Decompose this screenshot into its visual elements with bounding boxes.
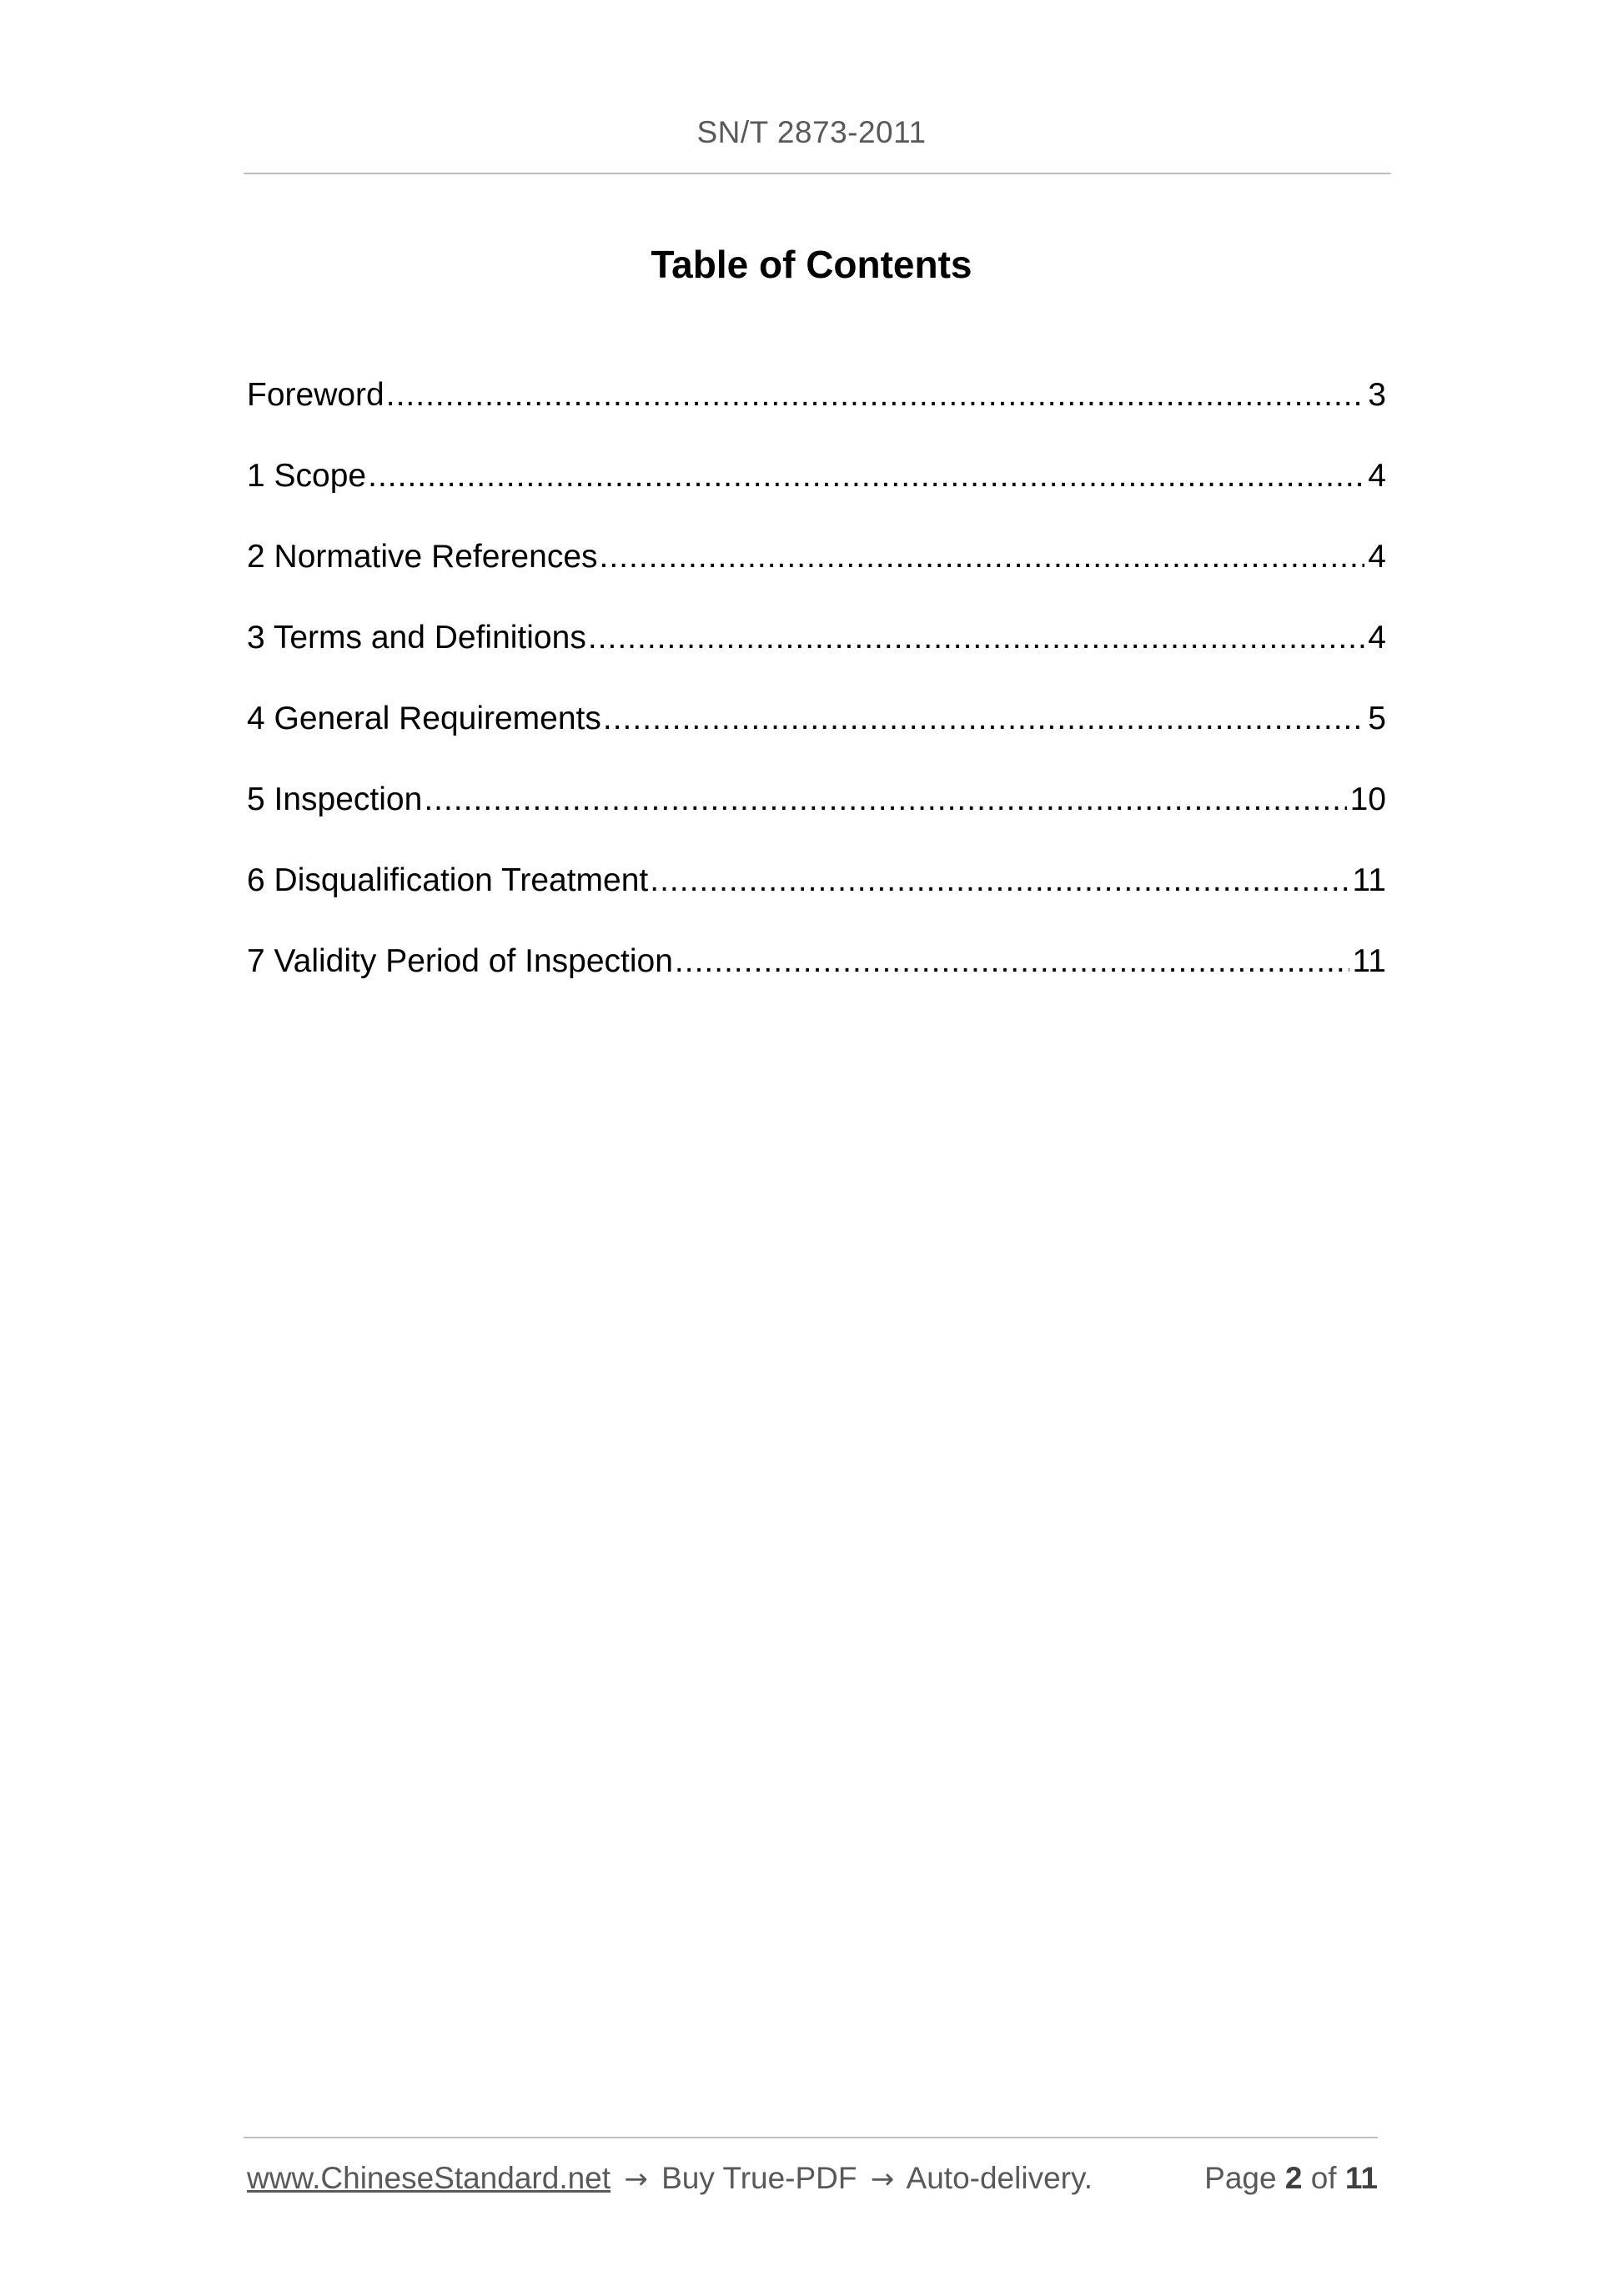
toc-entry-label: 7 Validity Period of Inspection [247,943,673,979]
delivery-text: Auto-delivery. [906,2161,1093,2195]
page-word: Page [1204,2161,1277,2195]
toc-entry-page: 5 [1368,701,1386,736]
current-page-number: 2 [1284,2161,1303,2195]
toc-entry-page: 3 [1368,377,1386,413]
toc-dot-leader [386,377,1365,414]
page-footer [247,2161,1378,2203]
toc-entry-page: 4 [1368,458,1386,494]
toc-entry-label: 6 Disqualification Treatment [247,862,649,898]
footer-promo [247,2161,1093,2196]
toc-dot-leader [424,781,1346,818]
toc-entry-disqualification-treatment[interactable] [247,862,1386,943]
toc-entry-label: 2 Normative References [247,539,598,575]
toc-entry-page: 11 [1352,862,1386,898]
toc-entry-page: 10 [1349,781,1386,817]
toc-entry-label: 3 Terms and Definitions [247,620,586,656]
header-divider [244,173,1391,174]
page-indicator [1204,2161,1378,2196]
arrow-right-icon: → [870,2163,895,2196]
of-word: of [1310,2161,1337,2195]
toc-dot-leader [368,458,1364,495]
toc-dot-leader [603,701,1364,737]
toc-entry-validity-period[interactable] [247,943,1386,1024]
toc-entry-foreword[interactable] [247,377,1386,458]
buy-text: Buy True-PDF [661,2161,857,2195]
toc-list [247,377,1386,1024]
toc-dot-leader [600,539,1365,575]
toc-entry-label: 4 General Requirements [247,701,601,736]
toc-entry-general-requirements[interactable] [247,701,1386,781]
total-pages-number: 11 [1344,2161,1378,2195]
toc-entry-scope[interactable] [247,458,1386,539]
toc-dot-leader [650,862,1349,899]
toc-entry-inspection[interactable] [247,781,1386,862]
toc-entry-page: 4 [1368,620,1386,656]
arrow-right-icon: → [624,2163,648,2196]
document-code: SN/T 2873-2011 [696,115,927,149]
toc-entry-page: 4 [1368,539,1386,575]
toc-title: Table of Contents [651,243,972,286]
footer-divider [244,2137,1378,2138]
toc-entry-label: 5 Inspection [247,781,423,817]
toc-dot-leader [588,620,1364,656]
site-link[interactable]: www.ChineseStandard.net [247,2161,611,2195]
toc-entry-normative-references[interactable] [247,539,1386,620]
toc-entry-label: 1 Scope [247,458,367,494]
toc-entry-terms-and-definitions[interactable] [247,620,1386,701]
toc-entry-label: Foreword [247,377,384,413]
toc-entry-page: 11 [1352,943,1386,979]
toc-dot-leader [675,943,1349,980]
